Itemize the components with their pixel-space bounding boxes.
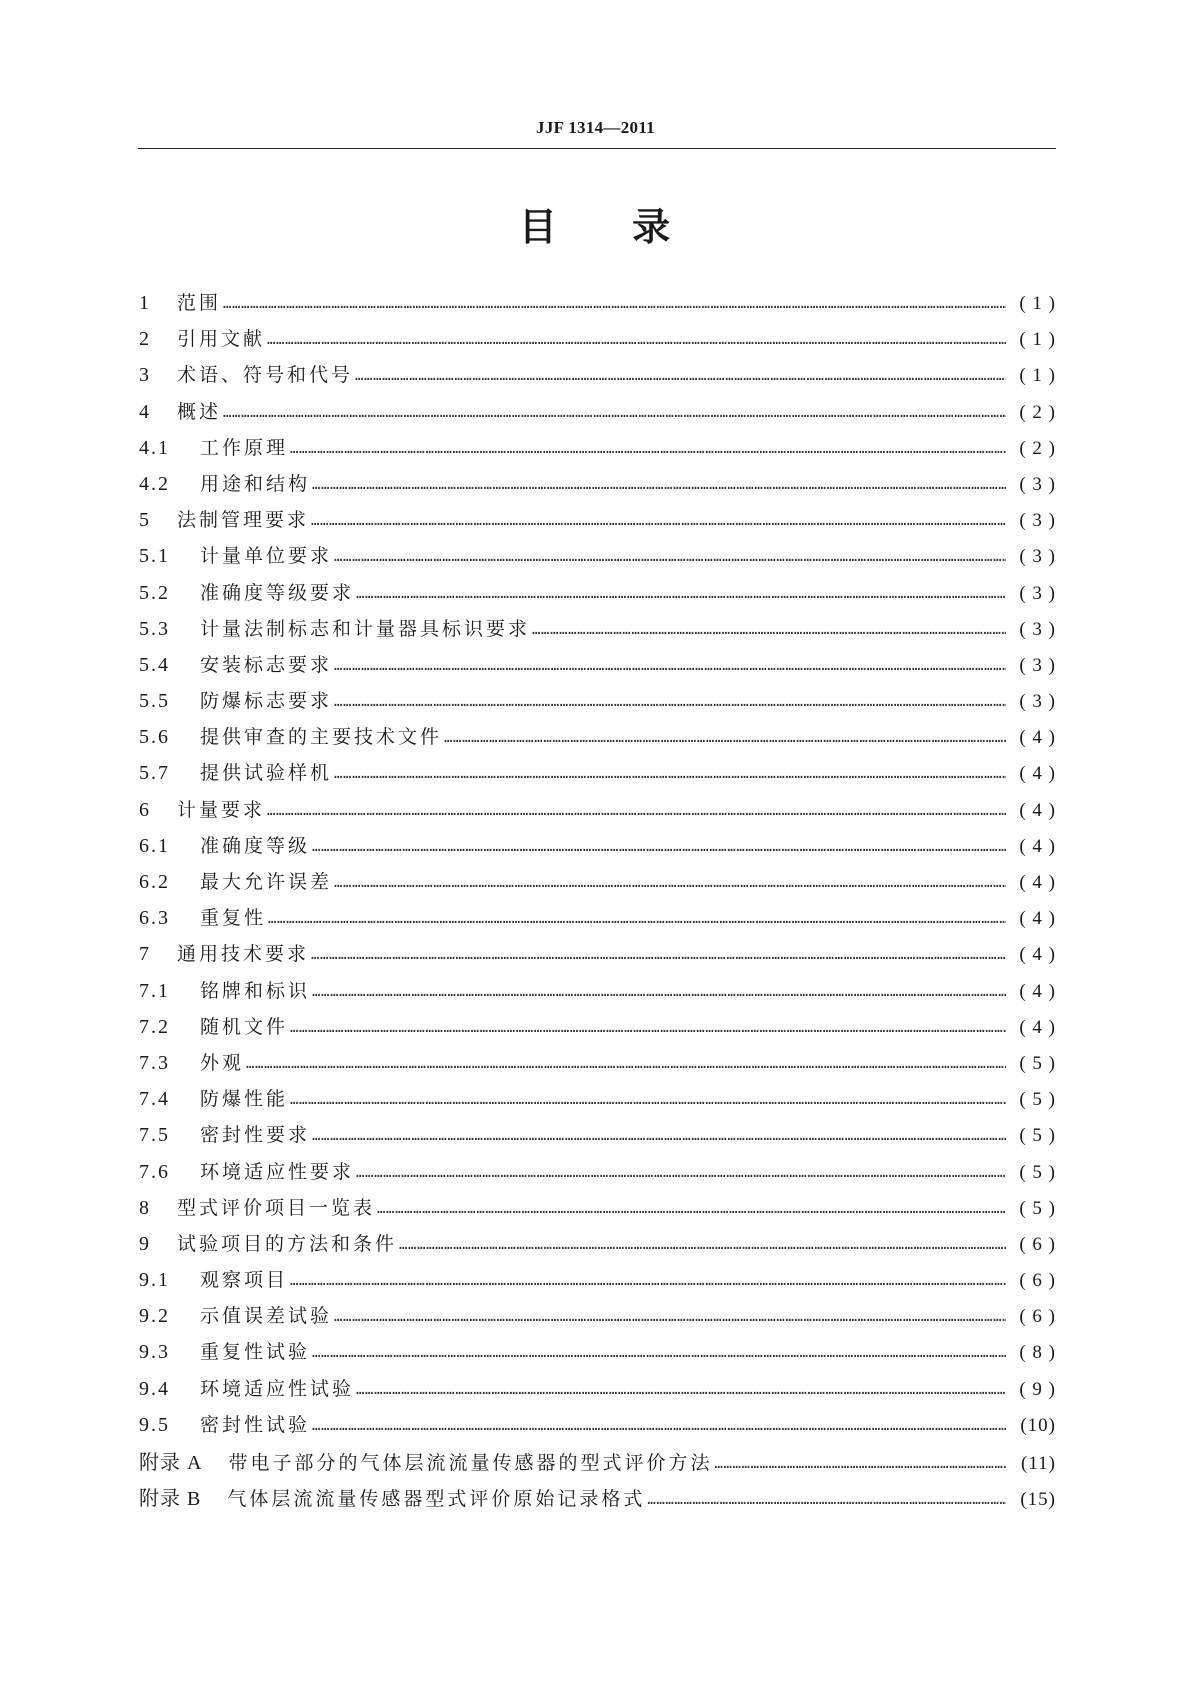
toc-entry-title: 密封性试验 [200,1413,311,1436]
toc-entry-title: 计量单位要求 [200,545,333,568]
toc-entry[interactable] [139,795,1056,831]
toc-entry[interactable] [139,1337,1056,1373]
page-title: 目 录 [518,205,673,249]
toc-dot-leader [223,405,1006,421]
toc-dot-leader [334,658,1006,674]
toc-dot-leader [223,296,1006,312]
toc-page-number: ( 4 ) [1019,944,1056,966]
toc-entry[interactable] [139,1229,1056,1265]
toc-page-number: ( 4 ) [1019,763,1056,785]
toc-entry[interactable] [139,324,1056,360]
toc-entry-number: 5.5 [139,690,170,713]
toc-entry-title: 工作原理 [200,436,289,459]
toc-page-number: ( 5 ) [1019,1089,1056,1111]
toc-entry-number: 3 [139,364,151,387]
toc-entry-title: 环境适应性试验 [200,1377,355,1400]
toc-page-number: ( 3 ) [1019,473,1056,495]
toc-dot-leader [377,1201,1006,1217]
toc-entry[interactable] [139,578,1056,614]
toc-entry[interactable] [139,1374,1056,1410]
toc-entry[interactable] [139,1120,1056,1156]
toc-entry-number: 附录 B [139,1488,202,1511]
toc-entry-title: 重复性试验 [200,1341,311,1364]
toc-dot-leader [267,803,1006,819]
toc-page-number: ( 1 ) [1019,293,1056,314]
toc-entry[interactable] [139,433,1056,469]
toc-dot-leader [355,368,1006,384]
toc-page-number: ( 4 ) [1019,1016,1056,1038]
toc-page-number: ( 3 ) [1019,654,1056,676]
toc-entry-title: 铭牌和标识 [200,979,311,1002]
toc-entry[interactable] [139,397,1056,433]
toc-entry[interactable] [139,758,1056,794]
toc-entry[interactable] [139,1157,1056,1193]
toc-entry[interactable] [139,1265,1056,1301]
toc-entry-title: 观察项目 [200,1269,289,1292]
toc-entry[interactable] [139,360,1056,396]
toc-entry-number: 9.5 [139,1413,170,1436]
toc-dot-leader [356,1382,1006,1398]
toc-entry[interactable] [139,469,1056,505]
toc-entry-number: 附录 A [139,1452,203,1474]
toc-entry-title: 引用文献 [177,328,266,351]
toc-page-number: ( 4 ) [1019,980,1056,1002]
toc-entry-number: 5.2 [139,581,170,604]
toc-dot-leader [334,694,1006,710]
toc-entry-title: 重复性 [200,907,267,930]
toc-entry[interactable] [139,505,1056,541]
toc-entry-title: 防爆性能 [200,1088,289,1111]
toc-dot-leader [268,911,1006,927]
toc-dot-leader [246,1056,1006,1072]
toc-entry-title: 准确度等级要求 [200,581,355,604]
toc-entry[interactable] [139,1446,1056,1482]
toc-entry[interactable] [139,541,1056,577]
toc-entry-title: 提供审查的主要技术文件 [200,726,443,749]
toc-dot-leader [399,1237,1006,1253]
toc-dot-leader [290,1273,1006,1289]
toc-entry-number: 4 [139,400,151,423]
toc-dot-leader [312,839,1006,855]
toc-entry-title: 概述 [177,400,222,423]
toc-entry-number: 9.1 [139,1269,170,1292]
toc-entry-number: 4.1 [139,436,170,459]
toc-entry-title: 随机文件 [200,1015,289,1038]
toc-entry-number: 9.4 [139,1377,170,1400]
toc-entry-title: 型式评价项目一览表 [177,1196,376,1219]
toc-entry-title: 用途和结构 [200,472,311,495]
table-of-contents [139,288,1056,1518]
toc-dot-leader [334,549,1006,565]
toc-dot-leader [334,766,1006,782]
toc-entry[interactable] [139,831,1056,867]
toc-dot-leader [334,875,1006,891]
toc-entry-number: 9.2 [139,1305,170,1328]
header-divider [138,148,1056,149]
toc-entry[interactable] [139,903,1056,939]
toc-page-number: (10) [1020,1414,1056,1436]
toc-entry-number: 6.1 [139,834,170,857]
toc-dot-leader [312,1345,1006,1361]
toc-entry[interactable] [139,650,1056,686]
toc-entry[interactable] [139,1301,1056,1337]
toc-page-number: ( 5 ) [1019,1161,1056,1183]
toc-page-number: ( 3 ) [1019,691,1056,713]
toc-page-number: ( 4 ) [1019,835,1056,857]
toc-dot-leader [356,586,1006,602]
toc-entry-title: 带电子部分的气体层流流量传感器的型式评价方法 [228,1452,713,1474]
toc-dot-leader [312,477,1006,493]
toc-page-number: ( 4 ) [1019,799,1056,821]
toc-entry-number: 5.3 [139,617,170,640]
toc-page-number: ( 3 ) [1019,582,1056,604]
toc-entry-title: 试验项目的方法和条件 [177,1232,398,1255]
toc-entry-number: 7.2 [139,1015,170,1038]
toc-entry-title: 示值误差试验 [200,1305,333,1328]
toc-page-number: ( 3 ) [1019,510,1056,532]
toc-entry-number: 2 [139,328,151,351]
toc-entry-number: 7 [139,943,151,966]
toc-page-number: ( 5 ) [1019,1052,1056,1074]
toc-entry[interactable] [139,1482,1056,1518]
toc-entry-number: 5.7 [139,762,170,785]
toc-dot-leader [444,730,1006,746]
toc-page-number: (11) [1021,1453,1056,1474]
toc-entry-number: 1 [139,292,151,314]
toc-entry-number: 7.4 [139,1088,170,1111]
toc-entry[interactable] [139,1084,1056,1120]
toc-entry-title: 计量要求 [177,798,266,821]
toc-entry[interactable] [139,1012,1056,1048]
toc-page-number: ( 8 ) [1019,1342,1056,1364]
toc-entry-number: 5.6 [139,726,170,749]
toc-page-number: ( 5 ) [1019,1125,1056,1147]
toc-entry-title: 防爆标志要求 [200,690,333,713]
toc-entry-number: 7.5 [139,1124,170,1147]
toc-dot-leader [311,947,1006,963]
toc-page-number: ( 6 ) [1019,1306,1056,1328]
toc-dot-leader [334,1309,1006,1325]
toc-dot-leader [290,1092,1006,1108]
toc-dot-leader [532,622,1006,638]
toc-dot-leader [290,441,1006,457]
toc-dot-leader [312,1418,1006,1434]
toc-entry-title: 计量法制标志和计量器具标识要求 [200,617,531,640]
toc-dot-leader [647,1492,1006,1508]
toc-entry-title: 密封性要求 [200,1124,311,1147]
standard-code-header: JJF 1314—2011 [536,118,655,137]
toc-page-number: ( 4 ) [1019,727,1056,749]
toc-entry-title: 提供试验样机 [200,762,333,785]
toc-entry-number: 6.3 [139,907,170,930]
toc-entry[interactable] [139,1048,1056,1084]
toc-page-number: ( 6 ) [1019,1270,1056,1292]
toc-page-number: ( 2 ) [1019,437,1056,459]
toc-entry[interactable] [139,1193,1056,1229]
toc-entry[interactable] [139,1410,1056,1446]
toc-entry-title: 气体层流流量传感器型式评价原始记录格式 [227,1488,646,1511]
toc-entry-number: 7.1 [139,979,170,1002]
toc-page-number: ( 4 ) [1019,908,1056,930]
toc-entry-number: 6 [139,798,151,821]
toc-entry-title: 通用技术要求 [177,943,310,966]
toc-entry-number: 9 [139,1232,151,1255]
toc-page-number: ( 4 ) [1019,872,1056,893]
toc-entry[interactable] [139,686,1056,722]
toc-dot-leader [714,1456,1006,1472]
toc-dot-leader [290,1020,1006,1036]
toc-dot-leader [312,984,1006,1000]
toc-entry-title: 范围 [177,292,222,314]
toc-dot-leader [356,1165,1006,1181]
toc-entry-number: 5 [139,509,151,532]
toc-entry-title: 环境适应性要求 [200,1160,355,1183]
toc-entry-number: 4.2 [139,472,170,495]
toc-entry-number: 8 [139,1196,151,1219]
toc-entry-number: 6.2 [139,871,170,893]
toc-entry-number: 9.3 [139,1341,170,1364]
toc-dot-leader [312,1128,1006,1144]
toc-entry[interactable] [139,867,1056,903]
toc-entry-number: 7.3 [139,1051,170,1074]
toc-entry[interactable] [139,939,1056,975]
toc-page-number: ( 9 ) [1019,1378,1056,1400]
toc-entry-title: 术语、符号和代号 [177,364,354,387]
toc-entry[interactable] [139,614,1056,650]
toc-page-number: ( 1 ) [1019,365,1056,387]
toc-dot-leader [311,513,1006,529]
toc-entry-number: 5.1 [139,545,170,568]
toc-entry-title: 安装标志要求 [200,653,333,676]
toc-entry[interactable] [139,722,1056,758]
toc-page-number: ( 5 ) [1019,1197,1056,1219]
toc-page-number: ( 6 ) [1019,1233,1056,1255]
toc-entry-title: 准确度等级 [200,834,311,857]
toc-entry-number: 7.6 [139,1160,170,1183]
toc-page-number: ( 3 ) [1019,546,1056,568]
toc-entry-title: 最大允许误差 [200,871,333,893]
toc-entry-title: 外观 [200,1051,245,1074]
toc-entry[interactable] [139,288,1056,324]
toc-page-number: (15) [1020,1489,1056,1511]
toc-entry-number: 5.4 [139,653,170,676]
toc-entry-title: 法制管理要求 [177,509,310,532]
toc-page-number: ( 3 ) [1019,618,1056,640]
toc-page-number: ( 1 ) [1019,329,1056,351]
toc-entry[interactable] [139,976,1056,1012]
toc-dot-leader [267,332,1006,348]
toc-page-number: ( 2 ) [1019,401,1056,423]
